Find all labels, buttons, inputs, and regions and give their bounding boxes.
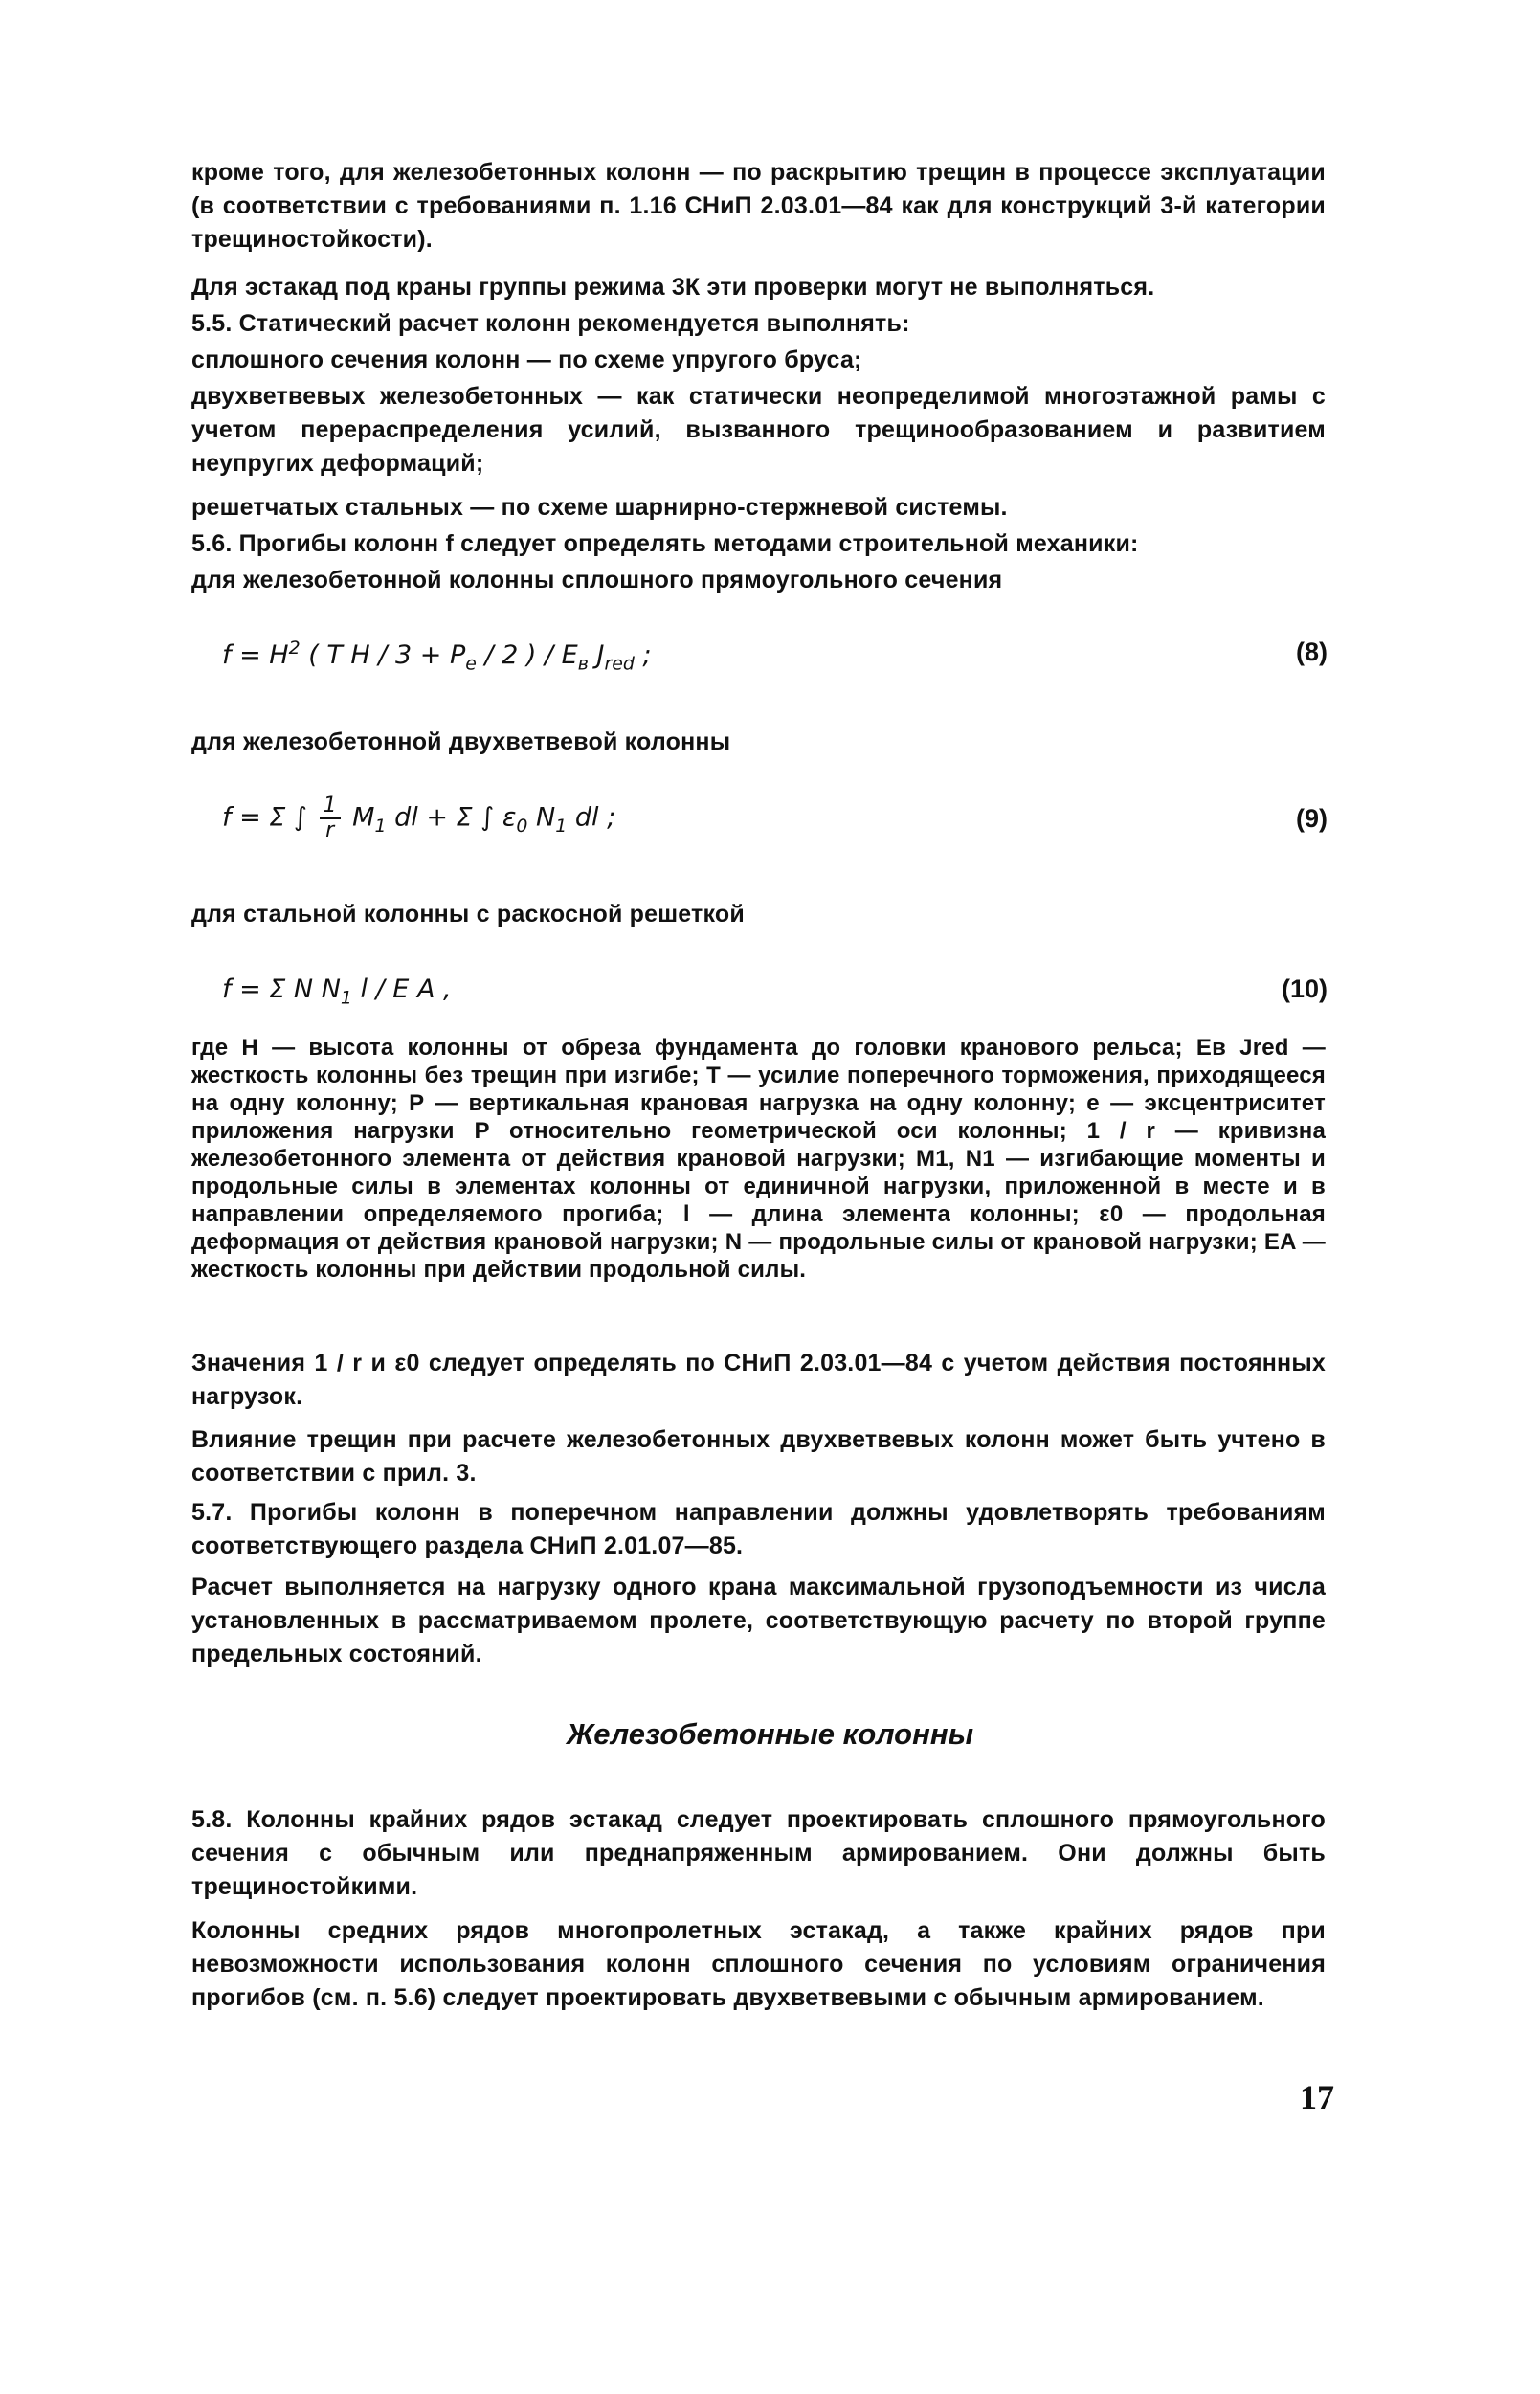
label-steel: для стальной колонны с раскосной решеткой bbox=[191, 901, 745, 928]
top-paragraph: кроме того, для железобетонных колонн — по раскрытию трещин в процессе эксплуатации (в соответствии с требованиями п. 1.16 СНиП 2.03.01—84 как для конструкций 3-й категории трещиностойкости). bbox=[191, 159, 1326, 253]
equation-number-10: (10) bbox=[1281, 974, 1328, 1003]
equation-number-8: (8) bbox=[1296, 638, 1328, 666]
para-cranes: Для эстакад под краны группы режима 3К эти проверки могут не выполняться. bbox=[191, 274, 1155, 301]
values-paragraph: Значения 1 / r и ε0 следует определять по СНиП 2.03.01—84 с учетом действия постоянных нагрузок. bbox=[191, 1350, 1326, 1410]
formula-8: $f = H^2$ ( T $H / 3 + P_e / 2$ ) / $E_в$ $J_{red}$ ; bbox=[222, 638, 652, 675]
section-5-6: 5.6. Прогибы колонн f следует определять методами строительной механики: bbox=[191, 530, 1139, 557]
formula-9: f = Σ ∫ $\frac{1}{r}$ $M_1$ dl + Σ ∫ $\varepsilon_0$ $N_1$ dl ; bbox=[222, 794, 616, 842]
section-5-8: 5.8. Колонны крайних рядов эстакад следует проектировать сплошного прямоугольного сечения с обычным или преднапряженным армированием. Они должны быть трещиностойкими. bbox=[191, 1806, 1326, 1900]
section-5-5: 5.5. Статический расчет колонн рекомендуется выполнять: bbox=[191, 310, 910, 337]
section-5-5-item-a: сплошного сечения колонн — по схеме упругого бруса; bbox=[191, 347, 862, 373]
section-5-5-item-b: двухветвевых железобетонных — как статически неопределимой многоэтажной рамы с учетом перераспределения усилий, вызванного трещинообразованием и развитием неупругих деформаций; bbox=[191, 383, 1326, 477]
section-5-7: 5.7. Прогибы колонн в поперечном направлении должны удовлетворять требованиям соответствующего раздела СНиП 2.01.07—85. bbox=[191, 1499, 1326, 1559]
section-5-7-calculation: Расчет выполняется на нагрузку одного крана максимальной грузоподъемности из числа установленных в рассматриваемом пролете, соответствующую расчету по второй группе предельных состояний. bbox=[191, 1574, 1326, 1667]
page-number: 17 bbox=[1300, 2078, 1334, 2116]
formula-10: f = Σ N $N_1$ l / E A , bbox=[222, 974, 452, 1009]
equation-number-9: (9) bbox=[1296, 804, 1328, 833]
section-5-8-middle-rows: Колонны средних рядов многопролетных эстакад, а также крайних рядов при невозможности использования колонн сплошного сечения по условиям ограничения прогибов (см. п. 5.6) следует проектировать двухветвевыми с обычным армированием. bbox=[191, 1917, 1326, 2011]
section-5-5-item-c: решетчатых стальных — по схеме шарнирно-стержневой системы. bbox=[191, 494, 1008, 521]
section-heading: Железобетонные колонны bbox=[566, 1717, 974, 1751]
label-two-branch: для железобетонной двухветвевой колонны bbox=[191, 728, 731, 755]
cracks-paragraph: Влияние трещин при расчете железобетонных двухветвевых колонн может быть учтено в соответствии с прил. 3. bbox=[191, 1426, 1326, 1487]
section-5-6-item-a: для железобетонной колонны сплошного прямоугольного сечения bbox=[191, 567, 1003, 593]
where-definitions: где H — высота колонны от обреза фундамента до головки кранового рельса; Eв Jred — жесткость колонны без трещин при изгибе; T — усилие поперечного торможения, приходящееся на одну колонну; P — вертикальная крановая нагрузка на одну колонну; e — эксцентриситет приложения нагрузки P относительно геометрической оси колонны; 1 / r — кривизна железобетонного элемента от действия крановой нагрузки; M1, N1 — изгибающие моменты и продольные силы в элементах колонны от единичной нагрузки, приложенной в месте и в направлении определяемого прогиба; l — длина элемента колонны; ε0 — продольная деформация от действия крановой нагрузки; N — продольные силы от крановой нагрузки; EA — жесткость колонны при действии продольной силы. bbox=[191, 1035, 1326, 1283]
